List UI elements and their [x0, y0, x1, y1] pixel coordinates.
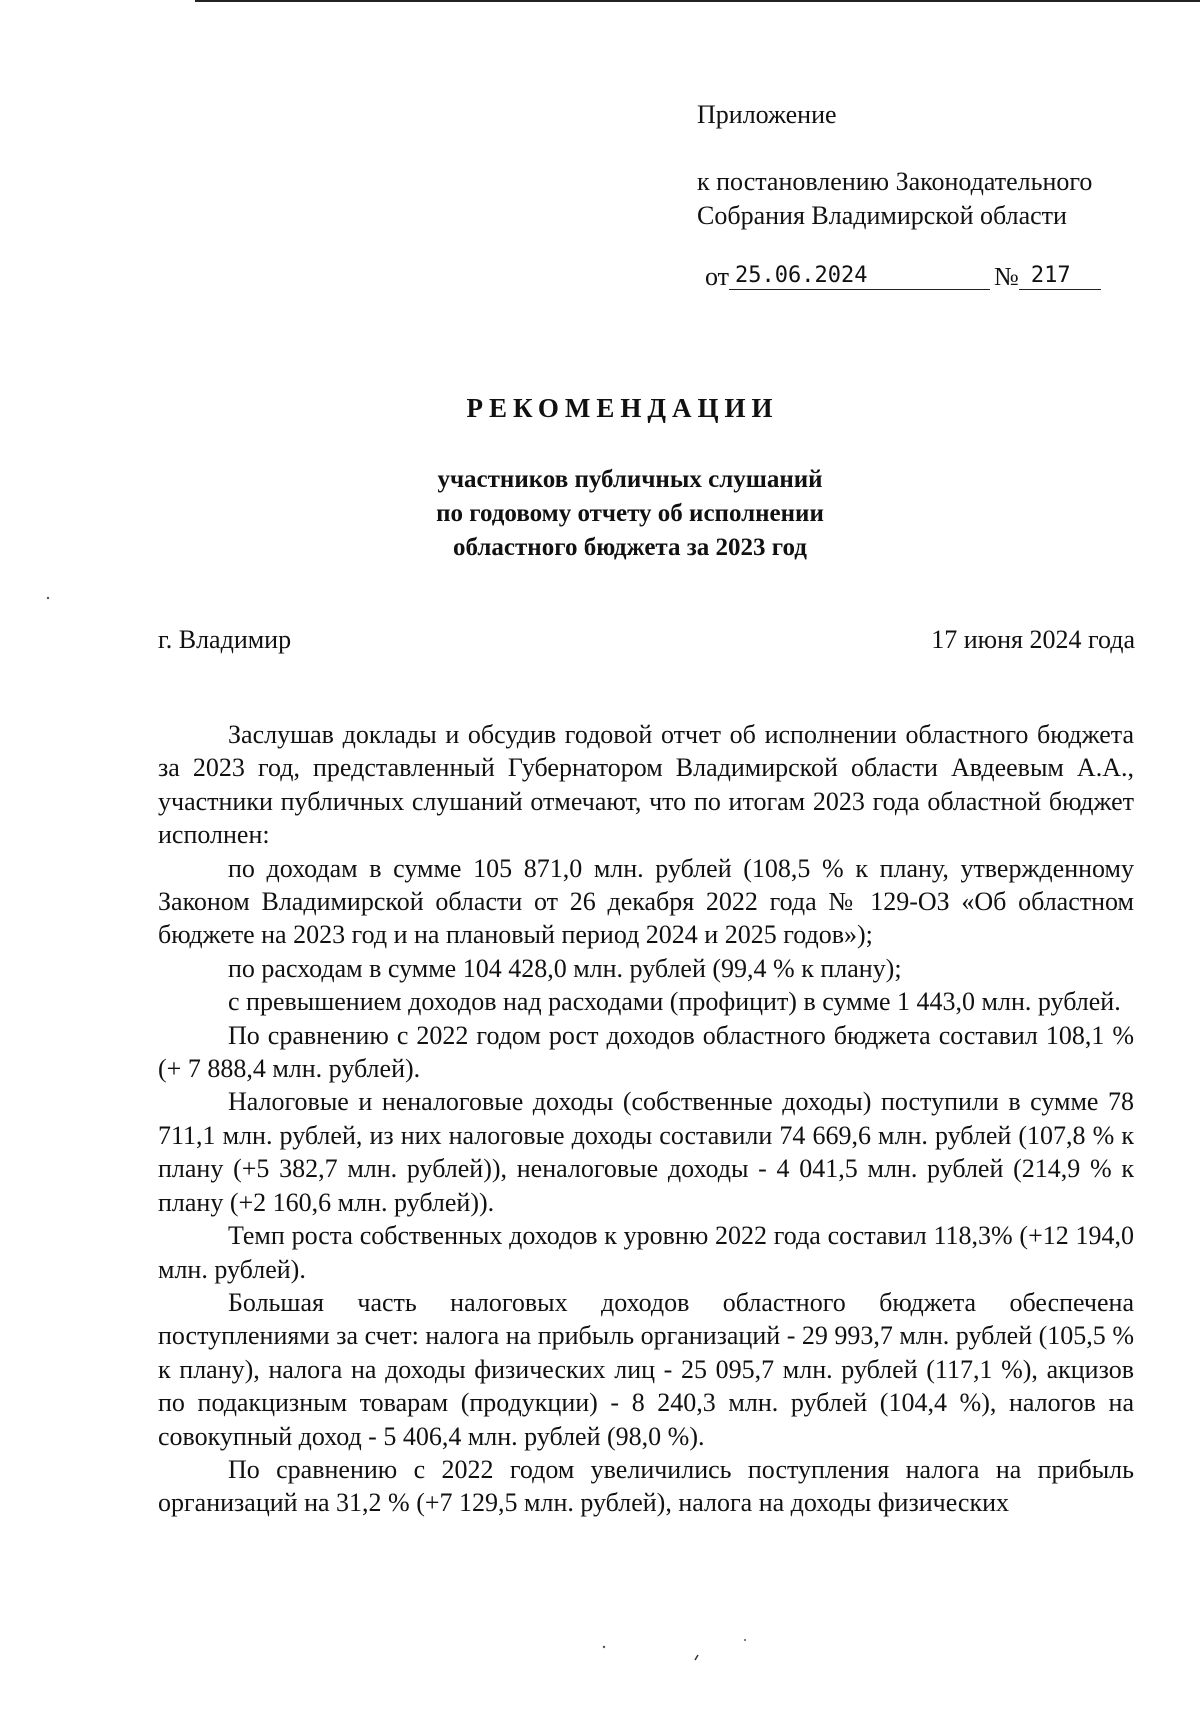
- place: г. Владимир: [158, 625, 292, 654]
- paragraph: По сравнению с 2022 годом рост доходов областного бюджета составил 108,1 % (+ 7 888,4 млн. рублей).: [158, 1020, 1134, 1084]
- subtitle-line-2: по годовому отчету об исполнении: [436, 500, 824, 527]
- scan-speck: [744, 1639, 746, 1641]
- scan-speck: [695, 1655, 698, 1660]
- paragraph: Налоговые и неналоговые доходы (собственные доходы) поступили в сумме 78 711,1 млн. рублей, из них налоговые доходы составили 74 669,6 млн. рублей (107,8 % к плану (+5 382,7 млн. рублей)), неналоговые доходы - 4 041,5 млн. рублей (214,9 % к плану (+2 160,6 млн. рублей)).: [158, 1087, 1134, 1217]
- paragraph: Заслушав доклады и обсудив годовой отчет об исполнении областного бюджета за 2023 год, представленный Губернатором Владимирской области Авдеевым А.А., участники публичных слушаний отмечают, что по итогам 2023 года областной бюджет исполнен:: [158, 720, 1134, 850]
- appendix-date-row: [705, 262, 1101, 293]
- subtitle-line-1: участников публичных слушаний: [437, 466, 823, 493]
- scan-top-edge: [195, 0, 1200, 2]
- scan-speck: [603, 1646, 605, 1648]
- paragraph: с превышением доходов над расходами (профицит) в сумме 1 443,0 млн. рублей.: [228, 987, 1121, 1017]
- paragraph: Большая часть налоговых доходов областного бюджета обеспечена поступлениями за счет: налога на прибыль организаций - 29 993,7 млн. рублей (105,5 % к плану), налога на доходы физических лиц - 25 095,7 млн. рублей (117,1 %), акцизов по подакцизным товарам (продукции) - 8 240,3 млн. рублей (104,4 %), налогов на совокупный доход - 5 406,4 млн. рублей (98,0 %).: [158, 1287, 1134, 1451]
- number-value: 217: [1019, 263, 1101, 290]
- document-date: 17 июня 2024 года: [931, 625, 1135, 654]
- appendix-line-2: Собрания Владимирской области: [697, 201, 1067, 230]
- paragraph: по расходам в сумме 104 428,0 млн. рублей (99,4 % к плану);: [228, 953, 902, 983]
- document-subtitle: [0, 463, 1200, 565]
- paragraph: по доходам в сумме 105 871,0 млн. рублей (108,5 % к плану, утвержденному Законом Владимирской области от 26 декабря 2022 года № 129-ОЗ «Об областном бюджете на 2023 год и на плановый период 2024 и 2025 годов»);: [158, 853, 1134, 950]
- date-value: 25.06.2024: [729, 263, 990, 290]
- document-title: РЕКОМЕНДАЦИИ: [466, 393, 779, 423]
- number-label: №: [994, 262, 1019, 291]
- appendix-title: Приложение: [697, 100, 837, 129]
- scan-speck: [47, 597, 49, 599]
- paragraph: Темп роста собственных доходов к уровню 2022 года составил 118,3% (+12 194,0 млн. рублей).: [158, 1221, 1134, 1284]
- date-label: от: [705, 262, 730, 291]
- subtitle-line-3: областного бюджета за 2023 год: [453, 534, 807, 561]
- paragraph: По сравнению с 2022 годом увеличились поступления налога на прибыль организаций на 31,2 % (+7 129,5 млн. рублей), налога на доходы физических: [158, 1454, 1134, 1518]
- appendix-line-1: к постановлению Законодательного: [697, 167, 1093, 196]
- body-text: [158, 718, 1134, 1520]
